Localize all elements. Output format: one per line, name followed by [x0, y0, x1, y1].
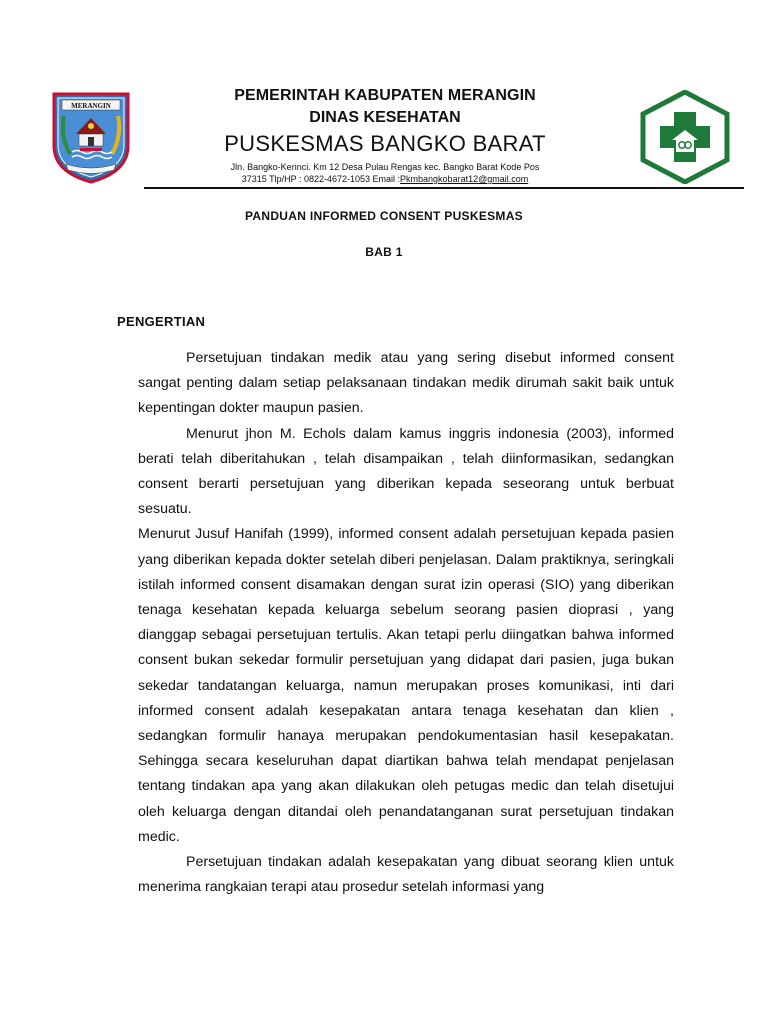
government-name: PEMERINTAH KABUPATEN MERANGIN	[234, 87, 536, 104]
paragraph: Persetujuan tindakan adalah kesepakatan yang dibuat seorang klien untuk menerima rangkaian terapi atau prosedur setelah informasi yang	[138, 854, 674, 896]
email-link[interactable]: Pkmbangkobarat12@gmail.com	[400, 174, 529, 184]
paragraph: Menurut Jusuf Hanifah (1999), informed consent adalah persetujuan kepada pasien yang diberikan kepada dokter setelah diberi penjelasan. Dalam praktiknya, seringkali istilah informed consent disamakan dengan surat izin operasi (SIO) yang diberikan tenaga kesehatan kepada keluarga sebelum seorang pasien dioprasi , yang dianggap sebagai persetujuan tertulis. Akan tetapi perlu diingatkan bahwa informed consent bukan sekedar formulir persetujuan yang didapat dari pasien, juga bukan sekedar tandatangan keluarga, namun merupakan proses komunikasi, inti dari informed consent adalah kesepakatan antara tenaga kesehatan dan klien , sedangkan formulir hanaya merupakan pendokumentasian hasil kesepakatan. Sehingga secara keseluruhan dapat diartikan bahwa telah mendapat penjelasan tentang tindakan apa yang akan dilakukan oleh petugas medic dan telah disetujui oleh keluarga dengan ditandai oleh penandatanganan surat persetujuan tindakan medic.	[138, 526, 674, 845]
section-heading: PENGERTIAN	[117, 314, 206, 329]
letterhead	[150, 86, 620, 185]
address-line-1: Jln. Bangko-Kerinci. Km 12 Desa Pulau Rengas kec. Bangko Barat Kode Pos	[230, 162, 540, 172]
document-body	[138, 346, 674, 900]
letterhead-divider	[144, 187, 744, 189]
crest-banner-text: MERANGIN	[71, 102, 111, 110]
institution-name: PUSKESMAS BANGKO BARAT	[224, 131, 546, 156]
document-title: PANDUAN INFORMED CONSENT PUSKESMAS	[245, 209, 523, 223]
paragraph: Persetujuan tindakan medik atau yang sering disebut informed consent sangat penting dalam setiap pelaksanaan tindakan medik dirumah sakit baik untuk kepentingan dokter maupun pasien.	[138, 350, 674, 417]
chapter-heading: BAB 1	[365, 245, 403, 259]
puskesmas-green-cross-house-icon	[638, 90, 732, 184]
paragraph: Menurut jhon M. Echols dalam kamus inggris indonesia (2003), informed berati telah diberitahukan , telah disampaikan , telah diinformasikan, sedangkan consent berarti persetujuan yang diberikan kepada seseorang untuk berbuat sesuatu.	[138, 425, 674, 518]
merangin-regency-crest-icon	[50, 88, 132, 184]
address-line-2	[150, 173, 620, 185]
agency-name: DINAS KESEHATAN	[309, 109, 461, 126]
contact-info: 37315 Tlp/HP : 0822-4672-1053 Email :	[241, 174, 401, 184]
